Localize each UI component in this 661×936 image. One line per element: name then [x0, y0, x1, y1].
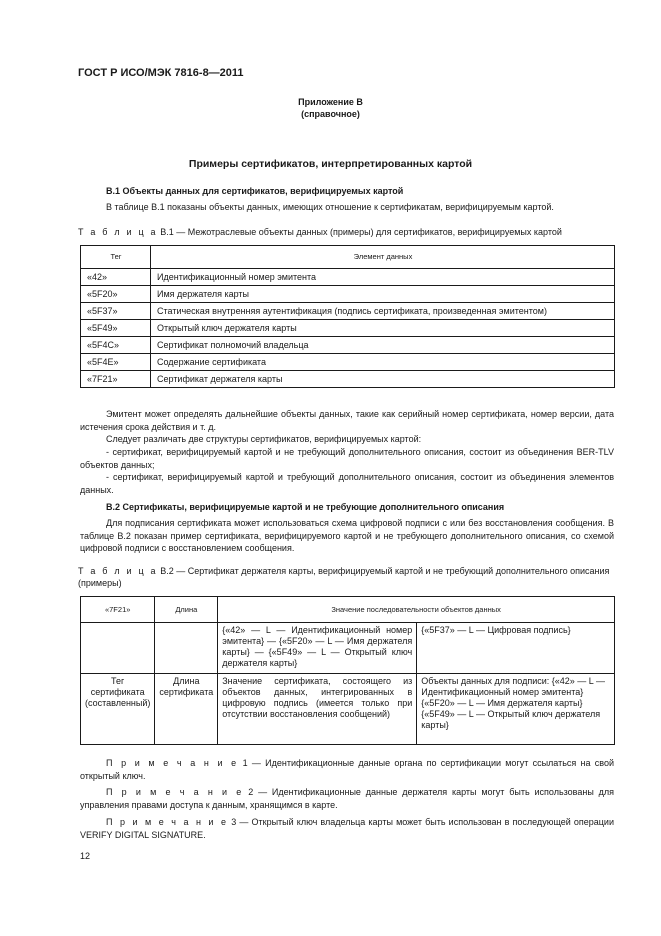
note-3-text: 3 — Открытый ключ владельца карты может быть использован в последующей операции VERIFY DIGITAL SIGNATURE.: [80, 817, 614, 840]
body-paragraph-3: [80, 446, 614, 471]
table-cell-signed-objects: Объекты данных для подписи: {«42» — L — Идентификационный номер эмитента} {«5F20» — L — Имя держателя карты} {«5F49» — L — Открытый ключ держателя карты}: [417, 674, 615, 745]
table-b1-header-row: [81, 246, 615, 269]
note-1-text: 1 — Идентификационные данные органа по сертификации могут ссылаться на свой открытый ключ.: [80, 758, 614, 781]
table-cell-element: Сертификат держателя карты: [151, 371, 615, 388]
table-b2-caption-text: В.2 — Сертификат держателя карты, верифицируемый картой и не требующий дополнительного описания (примеры): [78, 566, 610, 588]
table-cell-element: Имя держателя карты: [151, 286, 615, 303]
table-cell-empty: [81, 623, 155, 674]
table-cell-element: Сертификат полномочий владельца: [151, 337, 615, 354]
table-cell-tag: «7F21»: [81, 371, 151, 388]
table-cell-empty: [155, 623, 218, 674]
table-cell-element: Идентификационный номер эмитента: [151, 269, 615, 286]
body-paragraph-4: [80, 471, 614, 496]
annex-title: Приложение В: [298, 97, 363, 107]
table-cell-data-objects: {«42» — L — Идентификационный номер эмитента} — {«5F20» — L — Имя держателя карты} — {«5F49» — L — Открытый ключ держателя карты}: [218, 623, 417, 674]
table-row: [81, 623, 615, 674]
table-row: [81, 354, 615, 371]
table-row: [81, 371, 615, 388]
document-header: ГОСТ Р ИСО/МЭК 7816-8—2011: [78, 67, 244, 79]
table-b1-caption-prefix: Т а б л и ц а: [78, 227, 158, 237]
table-b1-header-element: Элемент данных: [151, 246, 615, 269]
page-number: 12: [80, 851, 91, 861]
table-cell-certificate-length: Длина сертификата: [155, 674, 218, 745]
section-b2-paragraph-text: Для подписания сертификата может использоваться схема цифровой подписи с или без восстановления сообщения. В таблице В.2 показан пример сертификата, верифицируемого картой и не требующего дополнительного описания, со схемой цифровой подписи с восстановлением сообщения.: [80, 518, 614, 553]
table-b2-header-row: [81, 597, 615, 623]
table-cell-signature: {«5F37» — L — Цифровая подпись}: [417, 623, 615, 674]
table-row: [81, 337, 615, 354]
note-2: [80, 786, 614, 811]
section-b1-heading: В.1 Объекты данных для сертификатов, верифицируемых картой: [106, 186, 404, 196]
table-cell-certificate-value: Значение сертификата, состоящего из объектов данных, интегрированных в цифровую подпись (имеется только при отсутствии восстановления сообщений): [218, 674, 417, 745]
section-b2-paragraph: [80, 517, 614, 555]
section-b1-intro: [80, 201, 614, 214]
table-b1-caption: [78, 226, 614, 238]
body-paragraph-3-text: - сертификат, верифицируемый картой и не требующий дополнительного описания, состоит из объединения BER-TLV объектов данных;: [80, 447, 614, 470]
table-cell-element: Открытый ключ держателя карты: [151, 320, 615, 337]
table-cell-tag: «5F20»: [81, 286, 151, 303]
table-row: [81, 286, 615, 303]
table-cell-tag: «42»: [81, 269, 151, 286]
table-row: [81, 320, 615, 337]
table-cell-tag: «5F4E»: [81, 354, 151, 371]
table-row: [81, 269, 615, 286]
table-b1: [80, 245, 615, 388]
note-3: [80, 816, 614, 841]
section-b2-heading: В.2 Сертификаты, верифицируемые картой и не требующие дополнительного описания: [106, 502, 505, 512]
table-row: [81, 303, 615, 320]
table-row: [81, 674, 615, 745]
table-b2-caption-prefix: Т а б л и ц а: [78, 566, 158, 576]
table-b2: [80, 596, 615, 745]
table-b2-header-tag: «7F21»: [81, 597, 155, 623]
note-3-label: П р и м е ч а н и е: [106, 817, 229, 827]
table-b2-caption: [78, 565, 614, 589]
table-b2-header-length: Длина: [155, 597, 218, 623]
body-paragraph-1: [80, 408, 614, 433]
table-cell-tag: «5F37»: [81, 303, 151, 320]
section-b1-intro-text: В таблице В.1 показаны объекты данных, имеющих отношение к сертификатам, верифицируемым картой.: [106, 202, 554, 212]
main-title: Примеры сертификатов, интерпретированных картой: [188, 158, 473, 170]
annex-status: (справочное): [301, 109, 360, 119]
body-paragraph-2-text: Следует различать две структуры сертификатов, верифицируемых картой:: [106, 434, 422, 444]
table-cell-tag: «5F4C»: [81, 337, 151, 354]
table-cell-tag: «5F49»: [81, 320, 151, 337]
table-cell-element: Содержание сертификата: [151, 354, 615, 371]
table-cell-certificate-tag: Тег сертификата (составленный): [81, 674, 155, 745]
note-1-label: П р и м е ч а н и е: [106, 758, 239, 768]
note-2-text: 2 — Идентификационные данные держателя карты могут быть использованы для управления правами доступа к данным, хранящимся в карте.: [80, 787, 614, 810]
table-b1-header-tag: Тег: [81, 246, 151, 269]
note-2-label: П р и м е ч а н и е: [106, 787, 244, 797]
table-b1-caption-text: В.1 — Межотраслевые объекты данных (примеры) для сертификатов, верифицируемых картой: [160, 227, 562, 237]
body-paragraph-2: [80, 433, 614, 446]
table-b2-header-value: Значение последовательности объектов данных: [218, 597, 615, 623]
table-cell-element: Статическая внутренняя аутентификация (подпись сертификата, произведенная эмитентом): [151, 303, 615, 320]
note-1: [80, 757, 614, 782]
body-paragraph-4-text: - сертификат, верифицируемый картой и требующий дополнительного описания, состоит из объединения элементов данных.: [80, 472, 614, 495]
body-paragraph-1-text: Эмитент может определять дальнейшие объекты данных, такие как серийный номер сертификата, номер версии, дата истечения срока действия и т. д.: [80, 409, 614, 432]
